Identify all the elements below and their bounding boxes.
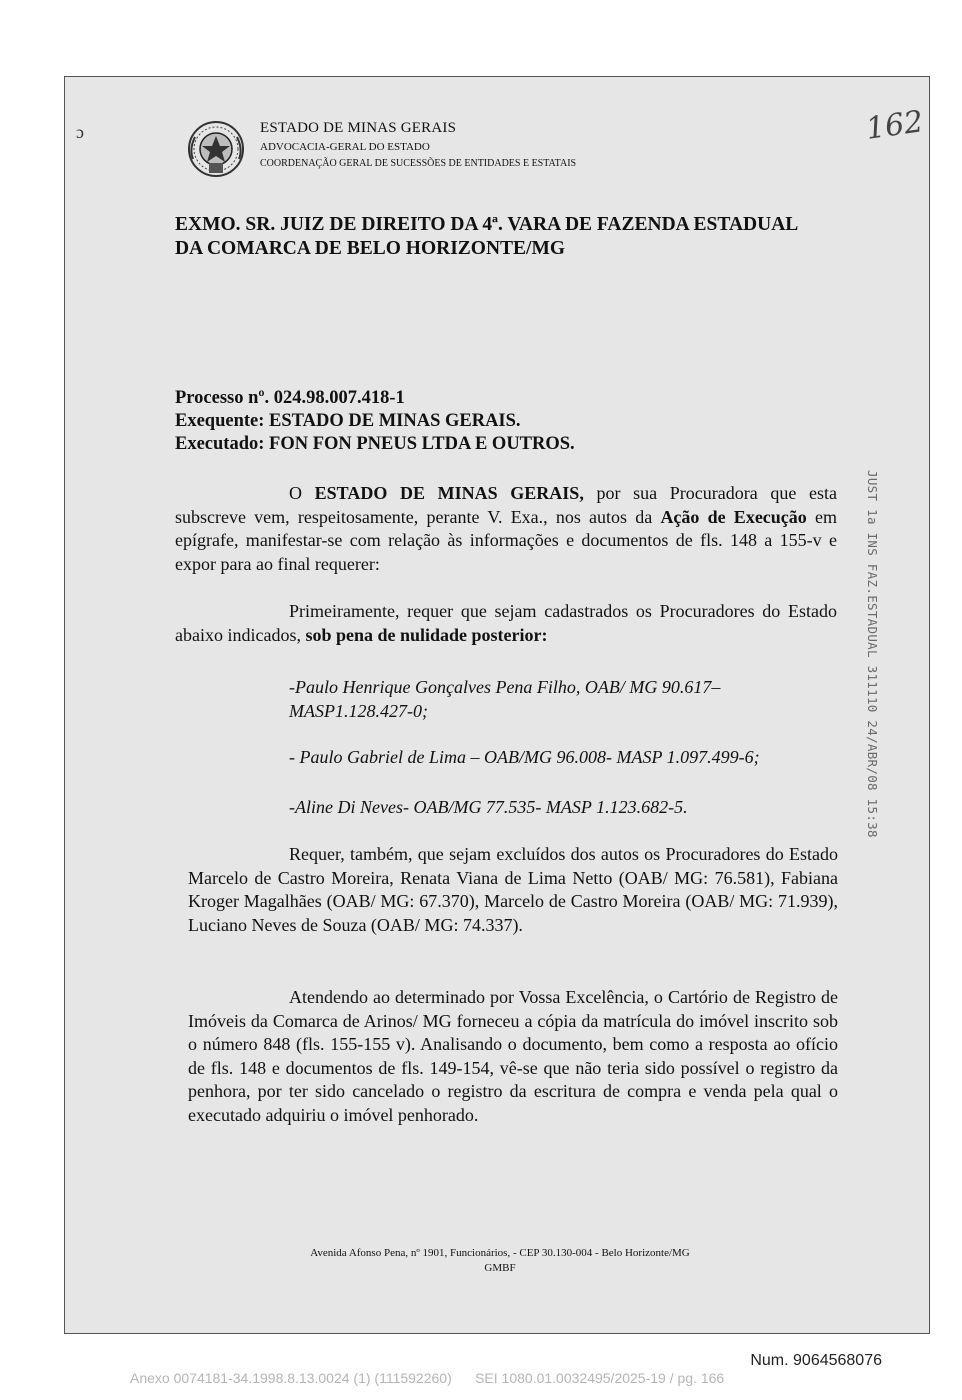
state-coat-of-arms-icon — [187, 119, 245, 181]
addressee — [175, 213, 843, 261]
state-name: ESTADO DE MINAS GERAIS — [260, 120, 457, 136]
lawyer-item: - Paulo Gabriel de Lima – OAB/MG 96.008- MASP 1.097.499-6; — [289, 747, 760, 767]
agency-name: ADVOCACIA-GERAL DO ESTADO — [260, 141, 430, 153]
annex-reference: Anexo 0074181-34.1998.8.13.0024 (1) (111592260) SEI 1080.01.0032495/2025-19 / pg. 166 — [130, 1370, 725, 1386]
process-number: Processo nº. 024.98.007.418-1 — [175, 388, 405, 408]
department-name: COORDENAÇÃO GERAL DE SUCESSÕES DE ENTIDADES E ESTATAIS — [260, 158, 577, 169]
executado: Executado: FON FON PNEUS LTDA E OUTROS. — [175, 434, 575, 454]
paragraph-2: Primeiramente, requer que sejam cadastrados os Procuradores do Estado abaixo indicados, sob pena de nulidade posterior: — [175, 601, 837, 645]
paragraph-4: Atendendo ao determinado por Vossa Excelência, o Cartório de Registro de Imóveis da Comarca de Arinos/ MG forneceu a cópia da matrícula do imóvel inscrito sob o número 848 (fls. 155-155 v). Analisando o documento, bem como a resposta ao ofício de fls. 148 e documentos de fls. 149-154, vê-se que não teria sido possível o registro da penhora, por ter sido cancelado o registro da escritura de compra e venda pela qual o executado adquiriu o imóvel penhorado. — [188, 987, 838, 1125]
addressee-line-2: DA COMARCA DE BELO HORIZONTE/MG — [175, 238, 566, 259]
footer-address: Avenida Afonso Pena, nº 1901, Funcionários, - CEP 30.130-004 - Belo Horizonte/MG — [310, 1247, 690, 1259]
exequente: Exequente: ESTADO DE MINAS GERAIS. — [175, 411, 521, 431]
lawyer-item: -Paulo Henrique Gonçalves Pena Filho, OAB/ MG 90.617– MASP1.128.427-0; — [289, 677, 721, 721]
handwritten-folio-number: 162 — [863, 104, 926, 147]
handwritten-mark: ɔ — [76, 122, 84, 142]
paragraph-3: Requer, também, que sejam excluídos dos autos os Procuradores do Estado Marcelo de Castro Moreira, Renata Viana de Lima Netto (OAB/ MG: 76.581), Fabiana Kroger Magalhães (OAB/ MG: 67.370), Marcelo de Castro Moreira (OAB/ MG: 71.939), Luciano Neves de Souza (OAB/ MG: 74.337). — [188, 844, 838, 935]
lawyer-item: -Aline Di Neves- OAB/MG 77.535- MASP 1.123.682-5. — [289, 797, 688, 817]
footer-code: GMBF — [484, 1262, 516, 1274]
letterhead — [260, 121, 576, 169]
case-info — [175, 387, 575, 456]
filing-stamp: JUST 1a INS FAZ.ESTADUAL 311110 24/ABR/08 15:38 — [865, 470, 880, 838]
paragraph-1: O ESTADO DE MINAS GERAIS, por sua Procuradora que esta subscreve vem, respeitosamente, perante V. Exa., nos autos da Ação de Execução em epígrafe, manifestar-se com relação às informações e documentos de fls. 148 a 155-v e expor para ao final requerer: — [175, 483, 837, 574]
document-number: Num. 9064568076 — [750, 1352, 882, 1369]
addressee-line-1: EXMO. SR. JUIZ DE DIREITO DA 4ª. VARA DE FAZENDA ESTADUAL — [175, 214, 799, 235]
